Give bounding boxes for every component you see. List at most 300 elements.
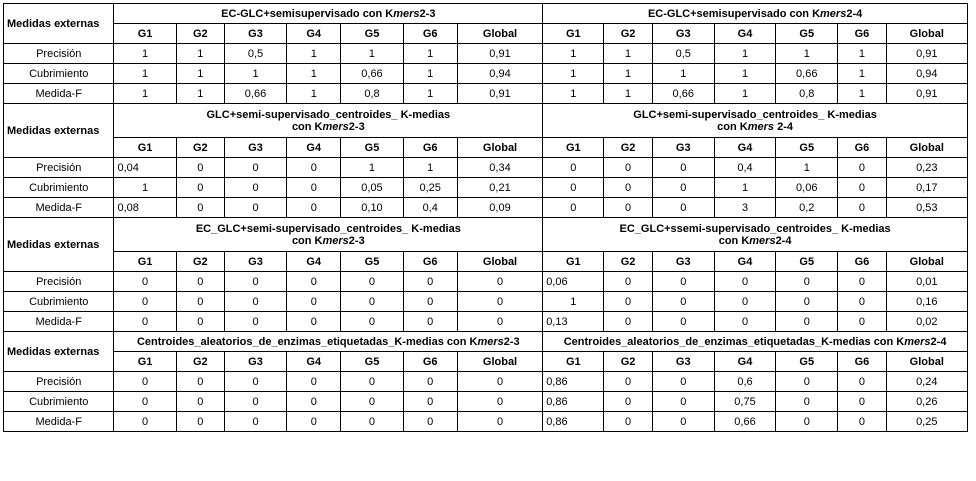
method-title-italic: mers	[904, 335, 931, 348]
metric-value: 0,25	[403, 178, 457, 198]
method-title-text: Centroides_aleatorios_de_enzimas_etiquetadas_K-medias con K	[136, 335, 478, 348]
method-title-text: con K	[291, 120, 323, 133]
method-title-line-1	[117, 223, 539, 235]
metric-value: 0,8	[341, 84, 403, 104]
metric-value: 0,91	[457, 84, 542, 104]
metric-value: 1	[287, 84, 341, 104]
metric-value: 0,94	[457, 64, 542, 84]
group-header-row	[4, 138, 968, 158]
metric-value: 0,24	[886, 372, 967, 392]
metric-label: Precisión	[4, 372, 114, 392]
metric-value: 0	[457, 272, 542, 292]
metric-value: 0	[604, 198, 652, 218]
metric-value: 1	[714, 44, 775, 64]
group-header: Global	[886, 24, 967, 44]
metric-label: Precisión	[4, 44, 114, 64]
metric-value: 1	[776, 44, 838, 64]
metric-row	[4, 412, 968, 432]
metric-value: 0,10	[341, 198, 403, 218]
metric-value: 0,94	[886, 64, 967, 84]
group-header: G4	[287, 352, 341, 372]
group-header: G5	[341, 252, 403, 272]
method-title-text: con K	[291, 234, 323, 247]
metric-value: 0,5	[652, 44, 714, 64]
metric-value: 0	[543, 178, 604, 198]
group-header: G3	[652, 352, 714, 372]
metric-value: 0	[457, 392, 542, 412]
metric-value: 0	[543, 158, 604, 178]
metric-value: 0	[604, 372, 652, 392]
metric-value: 1	[714, 178, 775, 198]
metric-value: 0	[714, 312, 775, 332]
metric-value: 0,66	[714, 412, 775, 432]
metric-value: 0	[838, 178, 886, 198]
metric-row	[4, 312, 968, 332]
group-header: G4	[714, 24, 775, 44]
metric-value: 1	[114, 64, 176, 84]
metric-value: 0	[287, 198, 341, 218]
metric-value: 1	[341, 44, 403, 64]
metric-value: 1	[776, 158, 838, 178]
metric-value: 1	[652, 64, 714, 84]
metric-value: 1	[176, 84, 224, 104]
method-title-text: EC_GLC+semi-supervisado_centroides_ K-medias	[195, 222, 461, 235]
group-header: G6	[403, 252, 457, 272]
metric-value: 0,86	[543, 392, 604, 412]
metric-value: 0,01	[886, 272, 967, 292]
method-title-text: GLC+semi-supervisado_centroides_ K-medias	[206, 108, 451, 121]
metric-value: 1	[287, 44, 341, 64]
method-title-line-1	[546, 223, 964, 235]
metric-label: Cubrimiento	[4, 392, 114, 412]
metric-row	[4, 372, 968, 392]
group-header: G2	[176, 352, 224, 372]
group-header-row	[4, 352, 968, 372]
method-title-text: Centroides_aleatorios_de_enzimas_etiquetadas_K-medias con K	[563, 335, 905, 348]
metric-value: 0	[652, 292, 714, 312]
group-header: G4	[287, 252, 341, 272]
metric-value: 0	[838, 412, 886, 432]
metric-value: 0	[341, 392, 403, 412]
metric-value: 0,04	[114, 158, 176, 178]
method-title-line-2	[117, 235, 539, 247]
section-title-row	[4, 4, 968, 24]
method-title-text: GLC+semi-supervisado_centroides_ K-medias	[633, 108, 877, 121]
right-method-title	[543, 104, 968, 138]
metric-value: 0,09	[457, 198, 542, 218]
group-header: G4	[714, 138, 775, 158]
group-header: G6	[838, 252, 886, 272]
group-header: G6	[403, 138, 457, 158]
metric-value: 0	[838, 292, 886, 312]
metric-value: 0,05	[341, 178, 403, 198]
metric-value: 0	[838, 372, 886, 392]
metric-value: 1	[838, 84, 886, 104]
metric-label: Precisión	[4, 272, 114, 292]
group-header: G2	[176, 252, 224, 272]
metric-value: 0,21	[457, 178, 542, 198]
method-title-suffix: 2-3	[348, 234, 365, 247]
metric-value: 0,53	[886, 198, 967, 218]
metric-value: 1	[287, 64, 341, 84]
metric-value: 0	[604, 312, 652, 332]
left-method-title	[114, 104, 543, 138]
metric-value: 0	[287, 372, 341, 392]
right-method-title	[543, 4, 968, 24]
metric-value: 0,34	[457, 158, 542, 178]
group-header: Global	[457, 138, 542, 158]
measures-header: Medidas externas	[4, 4, 114, 44]
metric-value: 0	[457, 292, 542, 312]
method-title-text: EC_GLC+ssemi-supervisado_centroides_ K-medias	[619, 222, 891, 235]
method-title-text: EC-GLC+semisupervisado con K	[647, 7, 821, 20]
metric-value: 0	[176, 178, 224, 198]
group-header: Global	[886, 352, 967, 372]
left-method-title	[114, 332, 543, 352]
metric-value: 0	[341, 312, 403, 332]
metric-value: 0	[224, 272, 286, 292]
metric-value: 0,66	[652, 84, 714, 104]
group-header: Global	[457, 252, 542, 272]
measures-header: Medidas externas	[4, 332, 114, 372]
left-method-title	[114, 218, 543, 252]
metric-value: 1	[114, 84, 176, 104]
metric-value: 0,17	[886, 178, 967, 198]
metric-value: 0	[457, 412, 542, 432]
metric-value: 0	[604, 412, 652, 432]
metric-value: 0	[114, 292, 176, 312]
table-body	[4, 4, 968, 432]
method-title-line-1	[117, 8, 539, 20]
metric-row	[4, 64, 968, 84]
metric-value: 0	[176, 412, 224, 432]
group-header: G5	[341, 352, 403, 372]
method-title-line-1	[117, 109, 539, 121]
group-header: G6	[838, 24, 886, 44]
metric-value: 0	[176, 392, 224, 412]
metric-value: 0,4	[714, 158, 775, 178]
metric-row	[4, 292, 968, 312]
metric-value: 0	[652, 198, 714, 218]
metric-value: 0,26	[886, 392, 967, 412]
group-header: G1	[543, 352, 604, 372]
results-table	[3, 3, 968, 432]
metric-value: 0,25	[886, 412, 967, 432]
method-title-italic: mers	[747, 120, 775, 133]
metric-value: 0,86	[543, 372, 604, 392]
metric-value: 0	[604, 292, 652, 312]
group-header: G4	[287, 138, 341, 158]
metric-value: 0	[403, 372, 457, 392]
metric-value: 0	[224, 178, 286, 198]
metric-value: 0	[341, 292, 403, 312]
metric-value: 1	[543, 84, 604, 104]
group-header: G1	[543, 252, 604, 272]
metric-value: 0	[776, 372, 838, 392]
metric-value: 0	[776, 312, 838, 332]
metric-value: 0	[287, 292, 341, 312]
metric-value: 1	[714, 64, 775, 84]
method-title-suffix: 2-4	[846, 7, 863, 20]
metric-value: 0	[287, 312, 341, 332]
metric-value: 0	[838, 272, 886, 292]
metric-value: 0	[652, 312, 714, 332]
method-title-italic: mers	[749, 234, 776, 247]
metric-value: 0	[652, 412, 714, 432]
group-header: G5	[341, 24, 403, 44]
metric-value: 0	[776, 292, 838, 312]
metric-value: 0,5	[224, 44, 286, 64]
metric-value: 0,6	[714, 372, 775, 392]
metric-value: 1	[604, 44, 652, 64]
method-title-suffix: 2-4	[930, 335, 947, 348]
group-header: G4	[714, 252, 775, 272]
method-title-suffix: 2-3	[503, 335, 520, 348]
metric-value: 0	[176, 292, 224, 312]
right-method-title	[543, 218, 968, 252]
metric-value: 0	[287, 158, 341, 178]
metric-value: 1	[604, 84, 652, 104]
metric-value: 0	[114, 412, 176, 432]
metric-value: 0	[341, 272, 403, 292]
metric-value: 3	[714, 198, 775, 218]
metric-value: 0,2	[776, 198, 838, 218]
metric-value: 0	[287, 178, 341, 198]
metric-value: 0	[776, 272, 838, 292]
method-title-line-2	[546, 121, 964, 133]
metric-value: 0	[838, 198, 886, 218]
metric-value: 1	[114, 178, 176, 198]
method-title-text: con K	[718, 234, 750, 247]
group-header: G2	[176, 138, 224, 158]
metric-value: 1	[838, 44, 886, 64]
metric-value: 0	[604, 392, 652, 412]
metric-value: 0	[776, 412, 838, 432]
metric-value: 0	[604, 178, 652, 198]
group-header: G5	[341, 138, 403, 158]
section-title-row	[4, 218, 968, 252]
metric-value: 0,91	[886, 44, 967, 64]
method-title-line-1	[546, 336, 964, 348]
metric-row	[4, 198, 968, 218]
metric-value: 0	[224, 412, 286, 432]
metric-value: 1	[714, 84, 775, 104]
metric-value: 0,06	[543, 272, 604, 292]
group-header: G2	[604, 252, 652, 272]
method-title-suffix: 2-4	[774, 120, 793, 133]
metric-value: 1	[543, 292, 604, 312]
metric-value: 0	[652, 372, 714, 392]
group-header: G4	[287, 24, 341, 44]
metric-value: 1	[176, 64, 224, 84]
group-header: G3	[224, 138, 286, 158]
metric-value: 0	[838, 392, 886, 412]
metric-value: 0,16	[886, 292, 967, 312]
metric-value: 0	[652, 272, 714, 292]
metric-label: Medida-F	[4, 198, 114, 218]
metric-value: 0	[604, 158, 652, 178]
metric-value: 1	[176, 44, 224, 64]
metric-value: 0,02	[886, 312, 967, 332]
metric-value: 0	[457, 312, 542, 332]
method-title-text: con K	[717, 120, 748, 133]
group-header: Global	[457, 352, 542, 372]
metric-value: 0	[224, 292, 286, 312]
metric-value: 0,66	[341, 64, 403, 84]
metric-value: 1	[224, 64, 286, 84]
group-header-row	[4, 24, 968, 44]
group-header: G3	[224, 352, 286, 372]
metric-value: 1	[403, 158, 457, 178]
metric-value: 0	[114, 372, 176, 392]
method-title-line-1	[546, 8, 964, 20]
metric-label: Medida-F	[4, 312, 114, 332]
metric-value: 0	[224, 392, 286, 412]
group-header: G4	[714, 352, 775, 372]
group-header: G5	[776, 352, 838, 372]
section-title-row	[4, 332, 968, 352]
metric-label: Cubrimiento	[4, 178, 114, 198]
group-header: Global	[457, 24, 542, 44]
group-header: G1	[114, 252, 176, 272]
metric-value: 0,8	[776, 84, 838, 104]
metric-value: 0	[403, 272, 457, 292]
metric-value: 0	[838, 312, 886, 332]
metric-value: 0,4	[403, 198, 457, 218]
group-header: G3	[652, 24, 714, 44]
group-header: G1	[543, 24, 604, 44]
metric-value: 1	[114, 44, 176, 64]
metric-row	[4, 178, 968, 198]
method-title-italic: mers	[393, 7, 420, 20]
metric-value: 1	[543, 44, 604, 64]
method-title-line-2	[546, 235, 964, 247]
group-header: G5	[776, 24, 838, 44]
method-title-suffix: 2-4	[775, 234, 792, 247]
group-header-row	[4, 252, 968, 272]
metric-label: Cubrimiento	[4, 64, 114, 84]
method-title-text: EC-GLC+semisupervisado con K	[221, 7, 394, 20]
group-header: G2	[176, 24, 224, 44]
method-title-suffix: 2-3	[348, 120, 365, 133]
metric-value: 0	[114, 312, 176, 332]
metric-value: 0	[457, 372, 542, 392]
group-header: G2	[604, 352, 652, 372]
metric-value: 0	[403, 292, 457, 312]
metric-value: 0	[114, 392, 176, 412]
left-method-title	[114, 4, 543, 24]
metric-value: 0,13	[543, 312, 604, 332]
group-header: G2	[604, 138, 652, 158]
metric-value: 0	[224, 372, 286, 392]
method-title-line-1	[117, 336, 539, 348]
metric-value: 0,91	[886, 84, 967, 104]
metric-value: 0,86	[543, 412, 604, 432]
metric-value: 1	[403, 44, 457, 64]
group-header: G6	[838, 352, 886, 372]
right-method-title	[543, 332, 968, 352]
group-header: G5	[776, 252, 838, 272]
metric-value: 0	[224, 312, 286, 332]
group-header: G1	[543, 138, 604, 158]
metric-value: 0	[176, 372, 224, 392]
metric-value: 0,75	[714, 392, 775, 412]
metric-value: 0,23	[886, 158, 967, 178]
metric-value: 0,66	[776, 64, 838, 84]
metric-value: 1	[838, 64, 886, 84]
metric-label: Medida-F	[4, 412, 114, 432]
metric-value: 1	[403, 64, 457, 84]
metric-value: 0,91	[457, 44, 542, 64]
group-header: G3	[652, 138, 714, 158]
metric-value: 0	[287, 272, 341, 292]
metric-value: 0	[652, 178, 714, 198]
metric-value: 1	[403, 84, 457, 104]
metric-value: 0	[838, 158, 886, 178]
metric-value: 0	[114, 272, 176, 292]
group-header: G2	[604, 24, 652, 44]
metric-value: 0	[341, 372, 403, 392]
metric-value: 0	[714, 292, 775, 312]
metric-row	[4, 272, 968, 292]
metric-value: 1	[604, 64, 652, 84]
metric-value: 0	[176, 272, 224, 292]
group-header: G3	[652, 252, 714, 272]
metric-value: 1	[543, 64, 604, 84]
metric-value: 0	[403, 392, 457, 412]
group-header: G1	[114, 24, 176, 44]
group-header: G3	[224, 252, 286, 272]
metric-value: 0	[403, 312, 457, 332]
group-header: G6	[838, 138, 886, 158]
metric-value: 0	[224, 198, 286, 218]
metric-row	[4, 84, 968, 104]
group-header: G1	[114, 138, 176, 158]
metric-value: 0	[176, 158, 224, 178]
metric-value: 0	[341, 412, 403, 432]
metric-row	[4, 44, 968, 64]
metric-value: 0	[652, 392, 714, 412]
group-header: G6	[403, 24, 457, 44]
group-header: Global	[886, 138, 967, 158]
measures-header: Medidas externas	[4, 218, 114, 272]
method-title-suffix: 2-3	[419, 7, 436, 20]
method-title-line-2	[117, 121, 539, 133]
group-header: G1	[114, 352, 176, 372]
method-title-italic: mers	[820, 7, 847, 20]
metric-value: 0	[776, 392, 838, 412]
metric-row	[4, 392, 968, 412]
metric-label: Medida-F	[4, 84, 114, 104]
metric-value: 0	[287, 412, 341, 432]
metric-value: 0	[652, 158, 714, 178]
group-header: G5	[776, 138, 838, 158]
metric-row	[4, 158, 968, 178]
metric-value: 0	[224, 158, 286, 178]
metric-value: 0,66	[224, 84, 286, 104]
metric-value: 0	[714, 272, 775, 292]
method-title-italic: mers	[322, 120, 349, 133]
section-title-row	[4, 104, 968, 138]
metric-value: 0	[287, 392, 341, 412]
group-header: G6	[403, 352, 457, 372]
metric-value: 1	[341, 158, 403, 178]
metric-value: 0	[604, 272, 652, 292]
group-header: G3	[224, 24, 286, 44]
metric-label: Cubrimiento	[4, 292, 114, 312]
metric-label: Precisión	[4, 158, 114, 178]
metric-value: 0,06	[776, 178, 838, 198]
